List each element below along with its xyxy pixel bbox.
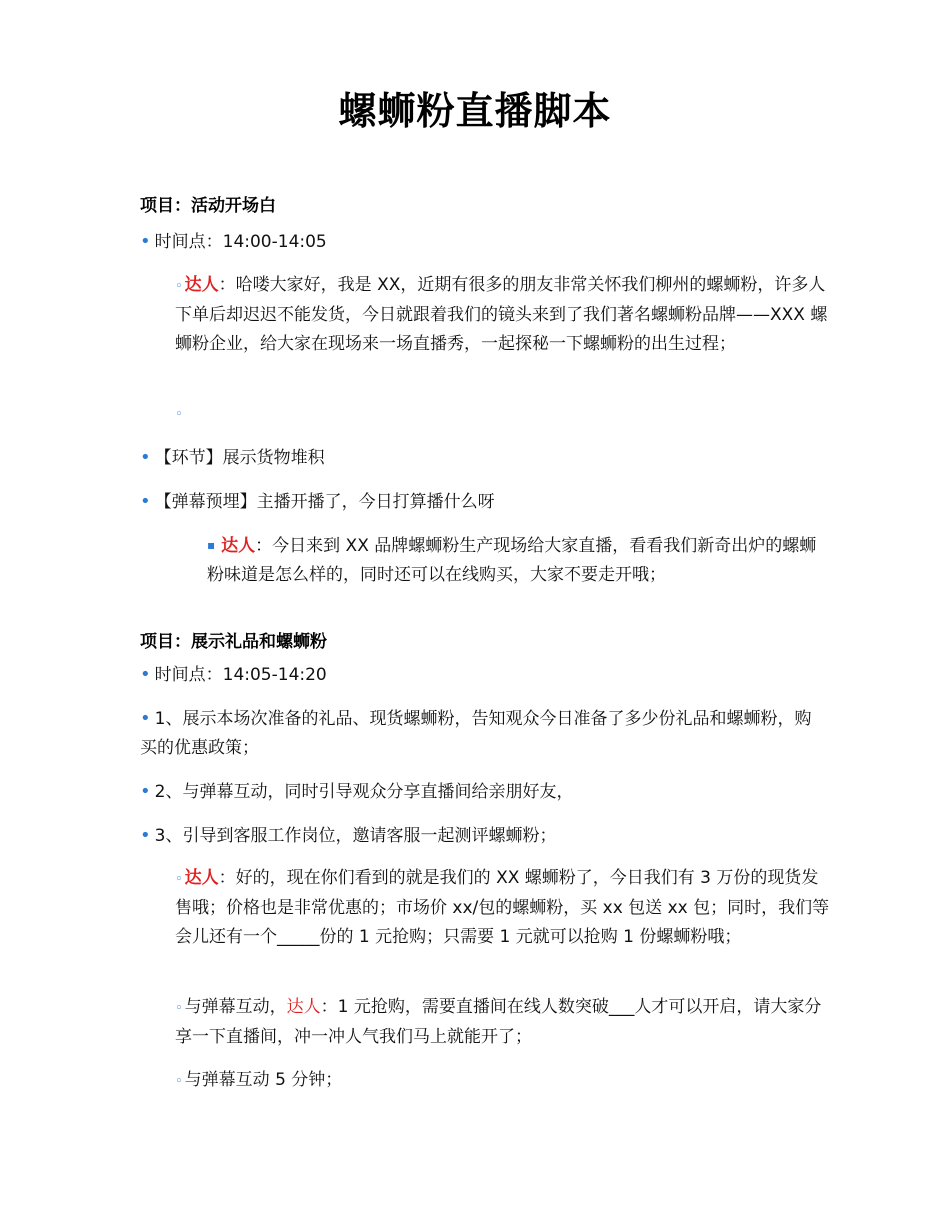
reply-speech <box>207 531 827 590</box>
speech-text: ：哈喽大家好，我是 XX，近期有很多的朋友非常关怀我们柳州的螺蛳粉，许多人下单后却迟迟不能发货，今日就跟着我们的镜头来到了我们著名螺蛳粉品牌——XXX 螺蛳粉企业，给大家在现场来一场直播秀，一起探秘一下螺蛳粉的出生过程； <box>175 275 828 354</box>
bullet-icon: • <box>140 781 151 802</box>
time-text: 时间点：14:00-14:05 <box>154 232 327 252</box>
bullet-icon: • <box>140 825 151 846</box>
time-text: 时间点：14:05-14:20 <box>154 665 327 685</box>
bullet-icon: • <box>140 664 151 685</box>
talk-flash-sale <box>175 993 835 1052</box>
list-item-text: 1、展示本场次准备的礼品、现货螺蛳粉，告知观众今日准备了多少份礼品和螺蛳粉，购买的优惠政策； <box>140 709 812 758</box>
speech-text: ：好的，现在你们看到的就是我们的 XX 螺蛳粉了，今日我们有 3 万份的现货发售哦；价格也是非常优惠的；市场价 xx/包的螺蛳粉，买 xx 包送 xx 包；同时，我们等会儿还有一个_____份的 1 元抢购；只需要 1 元就可以抢购 1 份螺蛳粉哦； <box>175 868 830 947</box>
list-item <box>140 704 820 763</box>
talk-offer <box>175 864 835 952</box>
speech-text: 与弹幕互动 5 分钟； <box>184 1070 343 1090</box>
segment-text: 【环节】展示货物堆积 <box>154 448 325 468</box>
square-bullet-icon: ▪ <box>207 538 216 552</box>
opening-speech <box>175 271 835 359</box>
circle-bullet-icon: ◦ <box>175 872 183 887</box>
circle-bullet-icon: ◦ <box>175 279 183 294</box>
list-item-text: 2、与弹幕互动，同时引导观众分享直播间给亲朋好友， <box>154 782 574 802</box>
circle-bullet-icon: ◦ <box>175 1001 183 1016</box>
list-item <box>140 821 820 851</box>
time-slot-2 <box>140 660 820 690</box>
talk-interaction <box>175 1066 835 1096</box>
speech-prefix: 与弹幕互动， <box>184 997 287 1017</box>
bullet-icon: • <box>140 231 151 252</box>
danmaku-text: 【弹幕预埋】主播开播了，今日打算播什么呀 <box>154 492 495 512</box>
segment-item <box>140 443 820 473</box>
speaker-label: 达人 <box>184 275 219 295</box>
time-slot-1 <box>140 227 820 257</box>
speech-text: ：今日来到 XX 品牌螺蛳粉生产现场给大家直播，看看我们新奇出炉的螺蛳粉味道是怎么样的，同时还可以在线购买，大家不要走开哦； <box>207 536 817 585</box>
list-item-text: 3、引导到客服工作岗位，邀请客服一起测评螺蛳粉； <box>154 826 557 846</box>
bullet-icon: • <box>140 447 151 468</box>
list-item <box>140 777 820 807</box>
speaker-label: 达人 <box>184 868 219 888</box>
speech-text: ：1 元抢购，需要直播间在线人数突破___人才可以开启，请大家分享一下直播间，冲一冲人气我们马上就能开了； <box>175 997 822 1047</box>
section-heading-opening: 项目：活动开场白 <box>140 196 276 216</box>
section-heading-showcase: 项目：展示礼品和螺蛳粉 <box>140 632 327 652</box>
bullet-icon: • <box>140 708 151 729</box>
speaker-label: 达人 <box>286 997 321 1017</box>
circle-bullet-icon: ◦ <box>175 1074 183 1089</box>
circle-bullet-icon: ◦ <box>175 407 183 422</box>
page-title: 螺蛳粉直播脚本 <box>338 89 612 133</box>
bullet-icon: • <box>140 491 151 512</box>
speaker-label: 达人 <box>221 536 256 556</box>
danmaku-item <box>140 487 820 517</box>
empty-sub-item <box>175 399 835 429</box>
